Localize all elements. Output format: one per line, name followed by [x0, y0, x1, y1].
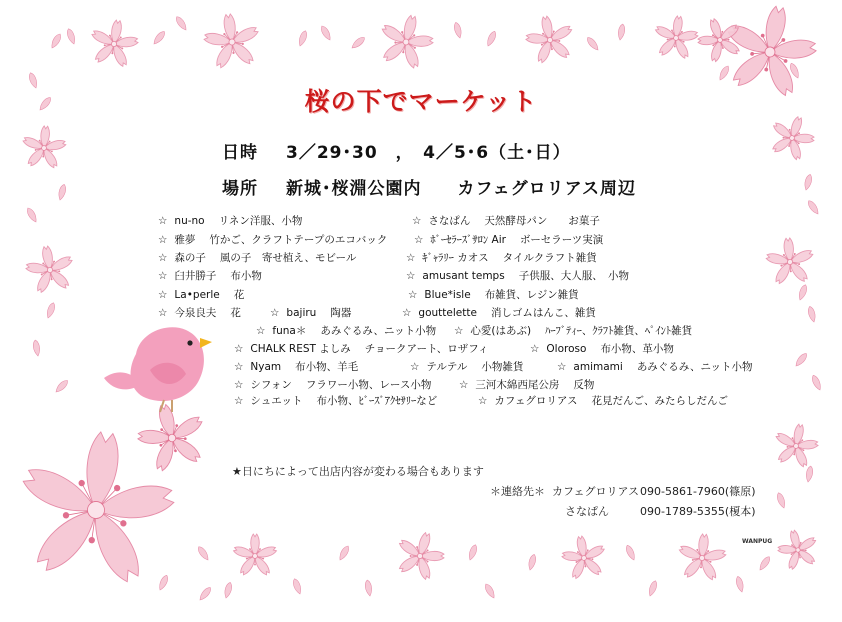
petal-icon — [617, 24, 626, 41]
exhibitor-name: シフォン — [250, 379, 292, 391]
exhibitor-entry — [406, 268, 629, 283]
pink-bird-icon — [104, 327, 212, 412]
petal-icon — [647, 580, 658, 597]
exhibitor-items: 反物 — [573, 379, 595, 391]
exhibitor-entry — [234, 359, 358, 374]
petal-icon — [776, 492, 787, 509]
star-icon: ☆ — [158, 307, 168, 319]
exhibitor-items: フラワー小物、レース小物 — [305, 379, 432, 391]
venue-label: 場所 — [222, 179, 258, 199]
exhibitor-entry — [158, 287, 244, 302]
star-icon: ☆ — [478, 395, 488, 407]
petal-icon — [350, 35, 366, 50]
contact-phone: 090-5861-7960(篠原) — [640, 485, 756, 498]
exhibitor-entry — [557, 359, 753, 374]
dates-value: 3／29･30 ， 4／5･6（土･日） — [286, 143, 571, 163]
cherry-blossom-icon — [770, 420, 822, 471]
cherry-blossom-icon — [651, 13, 701, 61]
exhibitor-entry — [234, 393, 437, 408]
exhibitor-name: シュエット — [250, 395, 303, 407]
petal-icon — [196, 545, 210, 562]
contact-name: さなぱん — [565, 505, 609, 518]
exhibitor-entry — [234, 377, 431, 392]
petal-icon — [453, 22, 463, 39]
petal-icon — [223, 582, 233, 599]
exhibitor-entry — [158, 250, 356, 265]
star-icon: ☆ — [410, 361, 420, 373]
cherry-blossom-icon — [676, 532, 729, 583]
cherry-blossom-icon — [390, 526, 450, 585]
star-icon: ☆ — [557, 361, 567, 373]
exhibitor-name: gouttelette — [418, 307, 477, 319]
petal-icon — [337, 544, 350, 561]
exhibitor-entry — [158, 268, 262, 283]
petal-icon — [624, 544, 636, 561]
exhibitor-entry — [478, 393, 728, 408]
star-icon: ☆ — [158, 252, 168, 264]
exhibitor-entry — [530, 341, 674, 356]
artist-signature: WANPUG — [742, 538, 773, 545]
exhibitor-entry — [234, 341, 488, 356]
star-icon: ☆ — [158, 215, 168, 227]
cherry-blossom-icon — [200, 10, 264, 71]
exhibitor-items: 竹かご、クラフトテープのエコバック — [209, 234, 388, 246]
exhibitor-items: チョークアート、ロザフィ — [364, 343, 489, 355]
exhibitor-entry — [158, 305, 241, 320]
petal-icon — [25, 206, 38, 223]
cherry-blossom-icon — [773, 525, 822, 573]
cherry-blossom-icon — [521, 11, 578, 66]
exhibitor-items: あみぐるみ、ニット小物 — [636, 361, 753, 373]
petal-icon — [32, 340, 41, 357]
exhibitor-name: 雅夢 — [174, 234, 196, 246]
star-icon: ☆ — [158, 270, 168, 282]
exhibitor-items: あみぐるみ、ニット小物 — [320, 325, 437, 337]
exhibitor-name: さなぱん — [428, 215, 471, 227]
exhibitor-name: bajiru — [286, 307, 317, 319]
petal-icon — [66, 28, 77, 45]
exhibitor-items: 布雑貨、レジン雑貨 — [484, 289, 579, 301]
dates-label: 日時 — [222, 143, 258, 163]
exhibitor-name: Oloroso — [546, 343, 587, 355]
exhibitor-name: テルテル — [426, 361, 468, 373]
star-icon: ☆ — [412, 215, 422, 227]
petal-icon — [717, 64, 730, 81]
petal-icon — [157, 574, 169, 591]
change-notice: ★日にちによって出店内容が変わる場合もあります — [232, 465, 484, 478]
exhibitor-entry — [256, 323, 436, 338]
exhibitor-items: 布小物、ﾋﾞｰｽﾞｱｸｾｻﾘｰなど — [316, 395, 438, 407]
exhibitor-items: 布小物 — [230, 270, 262, 282]
exhibitor-items: 小物雑貨 — [481, 361, 524, 373]
petal-icon — [152, 30, 167, 46]
exhibitor-items: 布小物、革小物 — [600, 343, 674, 355]
exhibitor-name: 今泉良夫 — [174, 307, 217, 319]
star-icon: ☆ — [158, 289, 168, 301]
petal-icon — [527, 554, 537, 571]
petal-icon — [803, 174, 813, 191]
petal-icon — [54, 378, 70, 394]
exhibitor-items: リネン洋服、小物 — [218, 215, 303, 227]
petal-icon — [797, 284, 808, 301]
star-icon: ☆ — [406, 252, 416, 264]
petal-icon — [174, 15, 188, 32]
exhibitor-entry — [414, 232, 603, 247]
star-icon: ☆ — [256, 325, 266, 337]
exhibitor-entry — [406, 250, 597, 265]
exhibitor-items: ﾊｰﾌﾞﾃｨｰ、ｸﾗﾌﾄ雑貨、ﾍﾟｲﾝﾄ雑貨 — [545, 325, 693, 337]
contact-phone: 090-1789-5355(榎本) — [640, 505, 756, 518]
cherry-blossom-icon — [22, 242, 78, 296]
petal-icon — [810, 374, 822, 391]
petal-icon — [483, 582, 496, 599]
star-icon: ☆ — [402, 307, 412, 319]
exhibitor-items: 天然酵母パン お菓子 — [484, 215, 600, 227]
cherry-blossom-icon — [558, 532, 609, 581]
cherry-blossom-icon — [373, 9, 439, 73]
star-icon: ☆ — [530, 343, 540, 355]
cherry-blossom-icon — [8, 422, 185, 592]
exhibitor-items: 布小物、羊毛 — [295, 361, 359, 373]
petal-icon — [364, 580, 373, 597]
exhibitor-name: 臼井勝子 — [174, 270, 217, 282]
exhibitor-name: ｷﾞｬﾗﾘｰ カオス — [422, 252, 489, 264]
exhibitor-name: amimami — [573, 361, 623, 373]
exhibitor-items: ボーセラーツ実演 — [519, 234, 604, 246]
star-icon: ☆ — [234, 361, 244, 373]
star-icon: ☆ — [408, 289, 418, 301]
exhibitor-items: 花 — [230, 307, 241, 319]
exhibitor-entry — [408, 287, 579, 302]
star-icon: ☆ — [234, 395, 244, 407]
star-icon: ☆ — [459, 379, 469, 391]
exhibitor-name: amusant temps — [422, 270, 505, 282]
cherry-blossom-icon — [86, 16, 142, 70]
exhibitor-name: La•perle — [174, 289, 220, 301]
event-venue — [222, 174, 636, 199]
exhibitor-name: 森の子 — [174, 252, 206, 264]
cherry-blossom-icon — [20, 124, 68, 170]
exhibitor-entry — [158, 213, 302, 228]
venue-value: 新城･桜淵公園内 カフェグロリアス周辺 — [286, 179, 636, 199]
exhibitor-items: 子供服、大人服、 小物 — [518, 270, 629, 282]
petal-icon — [297, 30, 308, 47]
petal-icon — [319, 24, 332, 41]
event-dates — [222, 138, 571, 163]
exhibitor-name: CHALK REST よしみ — [250, 343, 351, 355]
petal-icon — [585, 36, 600, 52]
exhibitor-name: カフェグロリアス — [494, 395, 578, 407]
star-icon: ☆ — [454, 325, 464, 337]
exhibitor-items: 花見だんご、みたらしだんご — [591, 395, 728, 407]
exhibitor-entry — [270, 305, 351, 320]
exhibitor-name: ﾎﾞｰｾﾗｰｽﾞｻﾛﾝ Air — [430, 234, 506, 246]
petal-icon — [198, 586, 213, 602]
contact-label: ＊連絡先＊ — [490, 485, 545, 498]
exhibitor-entry — [158, 232, 387, 247]
exhibitor-name: Blue*isle — [424, 289, 471, 301]
star-icon: ☆ — [234, 343, 244, 355]
petal-icon — [485, 30, 497, 47]
petal-icon — [805, 466, 814, 483]
petal-icon — [57, 184, 67, 201]
cherry-blossom-icon — [764, 236, 816, 286]
star-icon: ☆ — [158, 234, 168, 246]
cherry-blossom-icon — [233, 534, 277, 576]
petal-icon — [807, 306, 817, 323]
star-icon: ☆ — [414, 234, 424, 246]
exhibitor-items: 消しゴムはんこ、雑貨 — [490, 307, 596, 319]
star-icon: ☆ — [234, 379, 244, 391]
petal-icon — [292, 578, 303, 595]
exhibitor-entry — [410, 359, 523, 374]
petal-icon — [735, 576, 745, 593]
exhibitor-items: 風の子 寄せ植え、モビール — [219, 252, 357, 264]
petal-icon — [794, 352, 809, 368]
star-icon: ☆ — [270, 307, 280, 319]
petal-icon — [49, 32, 62, 49]
petal-icon — [806, 199, 820, 216]
contact-name: カフェグロリアス — [552, 485, 640, 498]
exhibitor-name: 心愛(はあぶ) — [470, 325, 532, 337]
exhibitor-name: Nyam — [250, 361, 282, 373]
page-title: 桜の下でマーケット — [304, 87, 538, 116]
exhibitor-entry — [402, 305, 596, 320]
star-icon: ☆ — [406, 270, 416, 282]
exhibitor-name: nu-no — [174, 215, 205, 227]
exhibitor-entry — [454, 323, 692, 338]
exhibitor-entry — [459, 377, 594, 392]
exhibitor-name: funa＊ — [272, 325, 307, 337]
petal-icon — [467, 544, 478, 561]
exhibitor-items: 花 — [233, 289, 245, 301]
exhibitor-items: 陶器 — [330, 307, 352, 319]
petal-icon — [45, 302, 56, 319]
exhibitor-name: 三河木綿西尾公房 — [475, 379, 560, 391]
exhibitor-entry — [412, 213, 600, 228]
petal-icon — [758, 555, 772, 572]
exhibitor-items: タイルクラフト雑貨 — [502, 252, 597, 264]
